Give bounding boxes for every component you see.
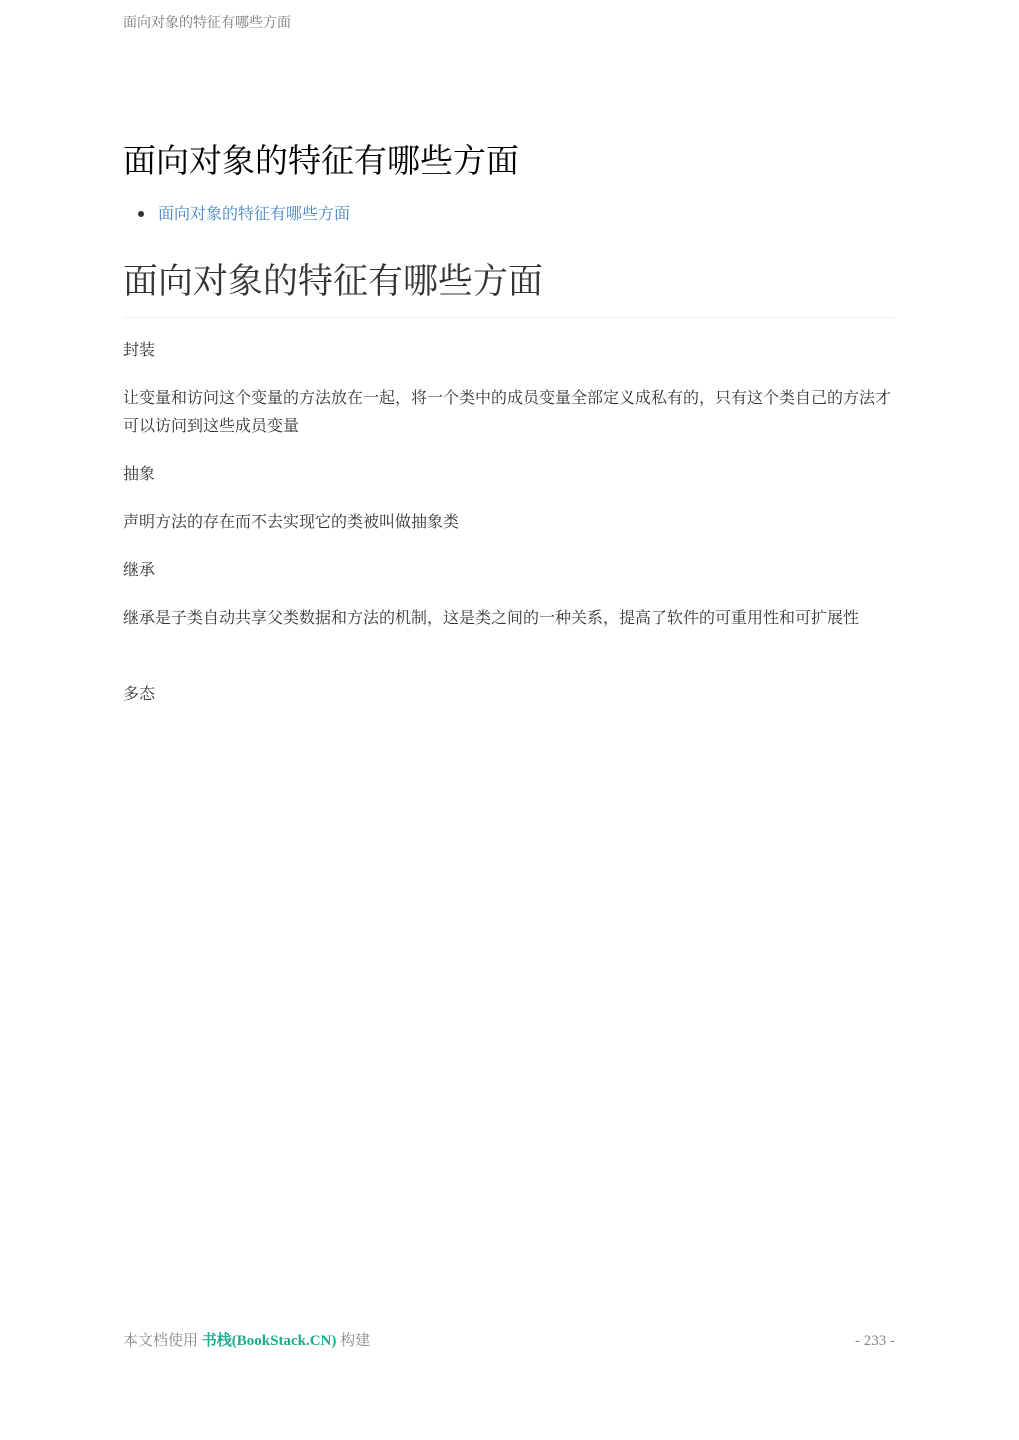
toc-link[interactable]: 面向对象的特征有哪些方面 (158, 204, 351, 223)
paragraph-abstraction-body: 声明方法的存在而不去实现它的类被叫做抽象类 (123, 512, 460, 531)
table-of-contents (123, 201, 350, 227)
paragraph-encapsulation-heading: 封装 (123, 340, 156, 359)
paragraph-abstraction-heading: 抽象 (123, 464, 156, 483)
footer-credit (123, 1330, 370, 1352)
running-header-title: 面向对象的特征有哪些方面 (123, 15, 291, 31)
bullet-icon (138, 211, 144, 217)
chapter-title: 面向对象的特征有哪些方面 (123, 141, 519, 180)
paragraph-polymorphism-heading: 多态 (123, 684, 156, 703)
paragraph-inheritance-heading: 继承 (123, 560, 156, 579)
footer-suffix: 构建 (340, 1333, 371, 1349)
section-title: 面向对象的特征有哪些方面 (123, 257, 895, 318)
paragraph-encapsulation-body: 让变量和访问这个变量的方法放在一起，将一个类中的成员变量全部定义成私有的，只有这个类自己的方法才可以访问到这些成员变量 (123, 388, 892, 435)
page-number: - 233 - (855, 1333, 895, 1349)
paragraph-inheritance-body: 继承是子类自动共享父类数据和方法的机制，这是类之间的一种关系，提高了软件的可重用性和可扩展性 (123, 608, 860, 627)
footer-prefix: 本文档使用 (123, 1333, 199, 1349)
toc-item (123, 201, 350, 227)
footer-brand-link[interactable]: 书栈(BookStack.CN) (201, 1333, 337, 1349)
